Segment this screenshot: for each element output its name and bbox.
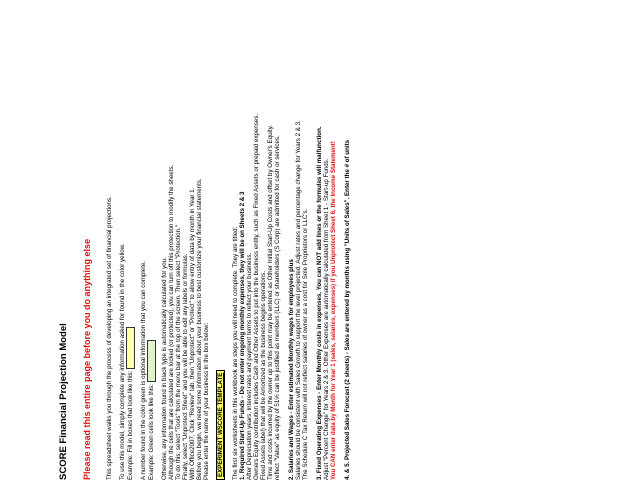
step2-heading: 2. Salaries and Wages - Enter estimated Monthly wages for employees plus [288,259,295,480]
steps-intro: The first six worksheets in this workbook are steps you will need to complete. They are titled: [232,226,239,480]
green-example [147,340,156,480]
step1-line: Owners Equity contribution includes Cash and Other Assets to put into the business entity, such as Fixed Assets or prepaid expenses. [253,113,260,480]
warning-text: Please read this entire page before you do anything else [82,238,92,480]
doc-title: SCORE Financial Projection Model [58,323,69,480]
step1-line: Fixed Assets label) that will be Amortized as the business begins operations. [260,270,267,480]
protection-line: Otherwise, any information found in black type is automatically calculated for you. [161,257,168,480]
protection-line: With Office2007, Click "Review" tab, then "Unprotect" or "Protect" to allow entry of data by month in Year 1. [189,187,196,480]
step1-heading: 1. Required Start-Up Funds - Do not enter ongoing monthly expenses, they will be on Sheets 2 & 3 [239,191,246,480]
protection-line: Although the cells that are calculated are locked (or protected), you can turn off this protection to modify the sheets. [168,164,175,480]
step3-line: Adjust "Percent Change" for Years 2 & 3. Other Expenses are automatically calculated from Sheet 1 - Start-up Funds. [323,158,330,480]
step1-line: After Depreciation years, interest rates and payment terms to reflect your business. [246,252,253,480]
yellow-instruction: To use this model, simply complete any information asked for found in the color yellow. [119,243,126,480]
step1-line: Time and costs incurred by the owner up to this point may be entered as Other Initial Start-Up Costs and offset by Owner's Equity. [267,125,274,480]
step3-note: You CAN enter data by Month for Year 1 (sales, salaries, expenses) if you Unprotect Sheet 6, the Income Statement! [330,141,337,480]
template-label: EXPERIMENT WSCORE TEMPLATE [216,370,225,480]
protection-line: Finally, select "Unprotect Sheet" and you will be able to edit any labels or formulas. [182,253,189,480]
step2-line: The Schedule C Tax Return will not reflect salaries of owner as a cost for Sole Proprietors or LLC's. [302,208,309,480]
yellow-example [126,327,135,480]
green-instruction: A number found in the color green is optional information that you can complete. [140,260,147,480]
step45-heading: 4. & 5. Projected Sales Forecast (2 sheets) - Sales are entered by months using "Units of Sales". Enter the # of units [344,139,351,480]
protection-line: To do this, select "Tools" from the menu bar at the top of the screen. Then select "Protection." [175,225,182,480]
protection-line: Please enter the name of your business in the box below: [203,322,210,480]
step2-line: Salaries should be consistent with Sales Growth to support the level projected. Adjust rates and percentage change for Years 2 & 3. [295,120,302,480]
business-name-box[interactable] [216,370,225,480]
intro-text: This spreadsheet walks you through the process of developing an integrated set of financial projections. [106,196,113,480]
yellow-example-box [126,327,135,369]
yellow-example-label: Example: Fill in boxes that look like this: [127,370,135,480]
protection-line: Before you begin, we need some information about your business to best customize your financial statements. [196,178,203,480]
step3-heading: 3. Fixed Operating Expenses - Enter Monthly costs in expenses. You can NOT add lines or the formulas will malfunction. [316,126,323,480]
green-example-box [147,340,156,382]
step1-line: reflect "Value" as equity of 51% can be justified as members (LLC) or shareholders (S Corp) are admitted for cash or services. [274,135,281,480]
green-example-label: Example: Green cells look like this: [148,384,156,480]
